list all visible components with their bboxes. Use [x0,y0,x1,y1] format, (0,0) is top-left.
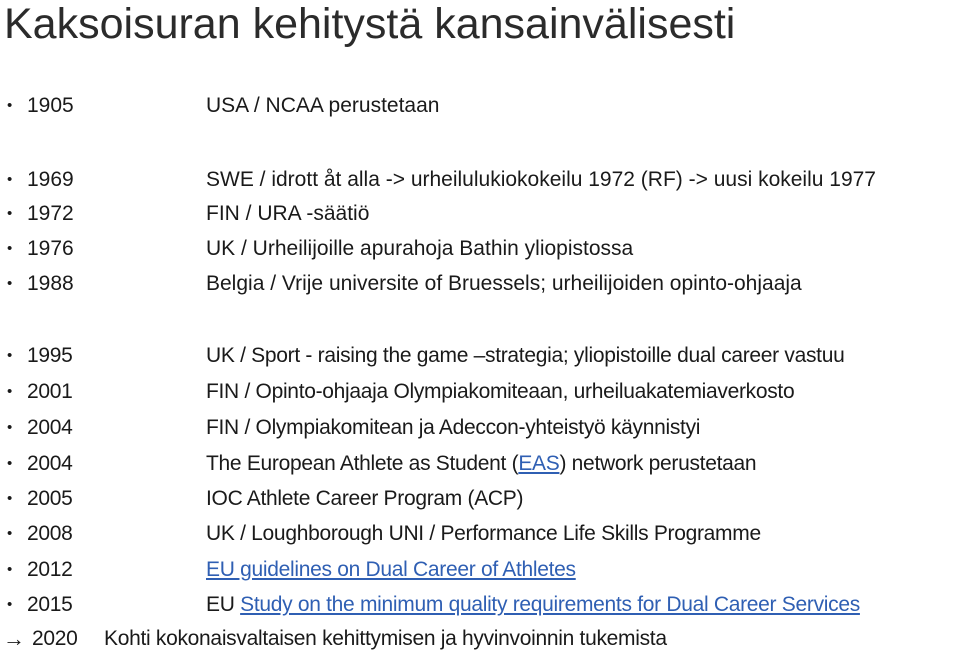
item-year: 2012 [27,558,73,581]
bullet-icon: • [7,596,12,613]
item-text-before: The European Athlete as Student ( [206,452,519,475]
item-year: 2008 [27,522,73,545]
item-text: FIN / Olympiakomitean ja Adeccon-yhteistyö käynnistyi [206,416,701,439]
item-year: 1905 [27,94,74,117]
item-year: 1976 [27,237,74,260]
item-text [206,590,860,620]
bullet-icon: • [7,97,13,114]
timeline-item-2012 [0,555,960,585]
item-year: 2004 [27,452,73,475]
item-text: SWE / idrott åt alla -> urheilulukiokokeilu 1972 (RF) -> uusi kokeilu 1977 [206,168,876,191]
item-text [206,555,576,585]
eas-link[interactable]: EAS [518,452,560,475]
item-text [206,449,756,479]
timeline-item-2015 [0,590,960,620]
timeline-item-1976 [0,234,960,264]
bullet-icon: • [7,525,12,542]
timeline-item-2020 [0,624,960,654]
timeline-item-1988 [0,269,960,299]
item-year: 2001 [27,380,73,403]
bullet-icon: • [7,419,12,436]
item-text: UK / Urheilijoille apurahoja Bathin yliopistossa [206,237,634,260]
eu-study-link[interactable]: Study on the minimum quality requirements for Dual Career Services [240,593,860,616]
timeline-item-2001 [0,377,960,407]
bullet-icon: • [7,383,12,400]
right-arrow-icon: → [3,626,25,651]
timeline-item-1905 [0,91,960,121]
item-text: Kohti kokonaisvaltaisen kehittymisen ja hyvinvoinnin tukemista [104,627,667,650]
item-text: Belgia / Vrije universite of Bruessels; urheilijoiden opinto-ohjaaja [206,272,802,295]
bullet-icon: • [7,561,12,578]
item-text: USA / NCAA perustetaan [206,94,440,117]
bullet-icon: • [7,347,12,364]
item-text-after: ) network perustetaan [559,452,757,475]
bullet-icon: • [7,490,12,507]
timeline-item-1995 [0,341,960,371]
item-text: UK / Loughborough UNI / Performance Life Skills Programme [206,522,761,545]
item-text: FIN / URA -säätiö [206,202,370,225]
item-year: 2020 [32,627,78,650]
item-year: 1972 [27,202,74,225]
timeline-item-2004-eas [0,449,960,479]
bullet-icon: • [7,240,13,257]
eu-guidelines-link[interactable]: EU guidelines on Dual Career of Athletes [206,558,576,581]
item-text: FIN / Opinto-ohjaaja Olympiakomiteaan, urheiluakatemiaverkosto [206,380,795,403]
item-year: 2004 [27,416,73,439]
timeline-item-2004 [0,413,960,443]
bullet-icon: • [7,275,13,292]
timeline-item-2008 [0,519,960,549]
item-year: 1988 [27,272,74,295]
item-text: UK / Sport - raising the game –strategia; yliopistoille dual career vastuu [206,344,845,367]
bullet-icon: • [7,455,12,472]
timeline-item-1969 [0,165,960,195]
item-text: IOC Athlete Career Program (ACP) [206,487,524,510]
item-year: 2015 [27,593,73,616]
bullet-icon: • [7,205,13,222]
bullet-icon: • [7,171,13,188]
item-year: 1969 [27,168,74,191]
item-text-before: EU [206,593,241,616]
timeline-item-2005 [0,484,960,514]
slide-title: Kaksoisuran kehitystä kansainvälisesti [4,0,736,48]
item-year: 1995 [27,344,73,367]
item-year: 2005 [27,487,73,510]
timeline-item-1972 [0,199,960,229]
